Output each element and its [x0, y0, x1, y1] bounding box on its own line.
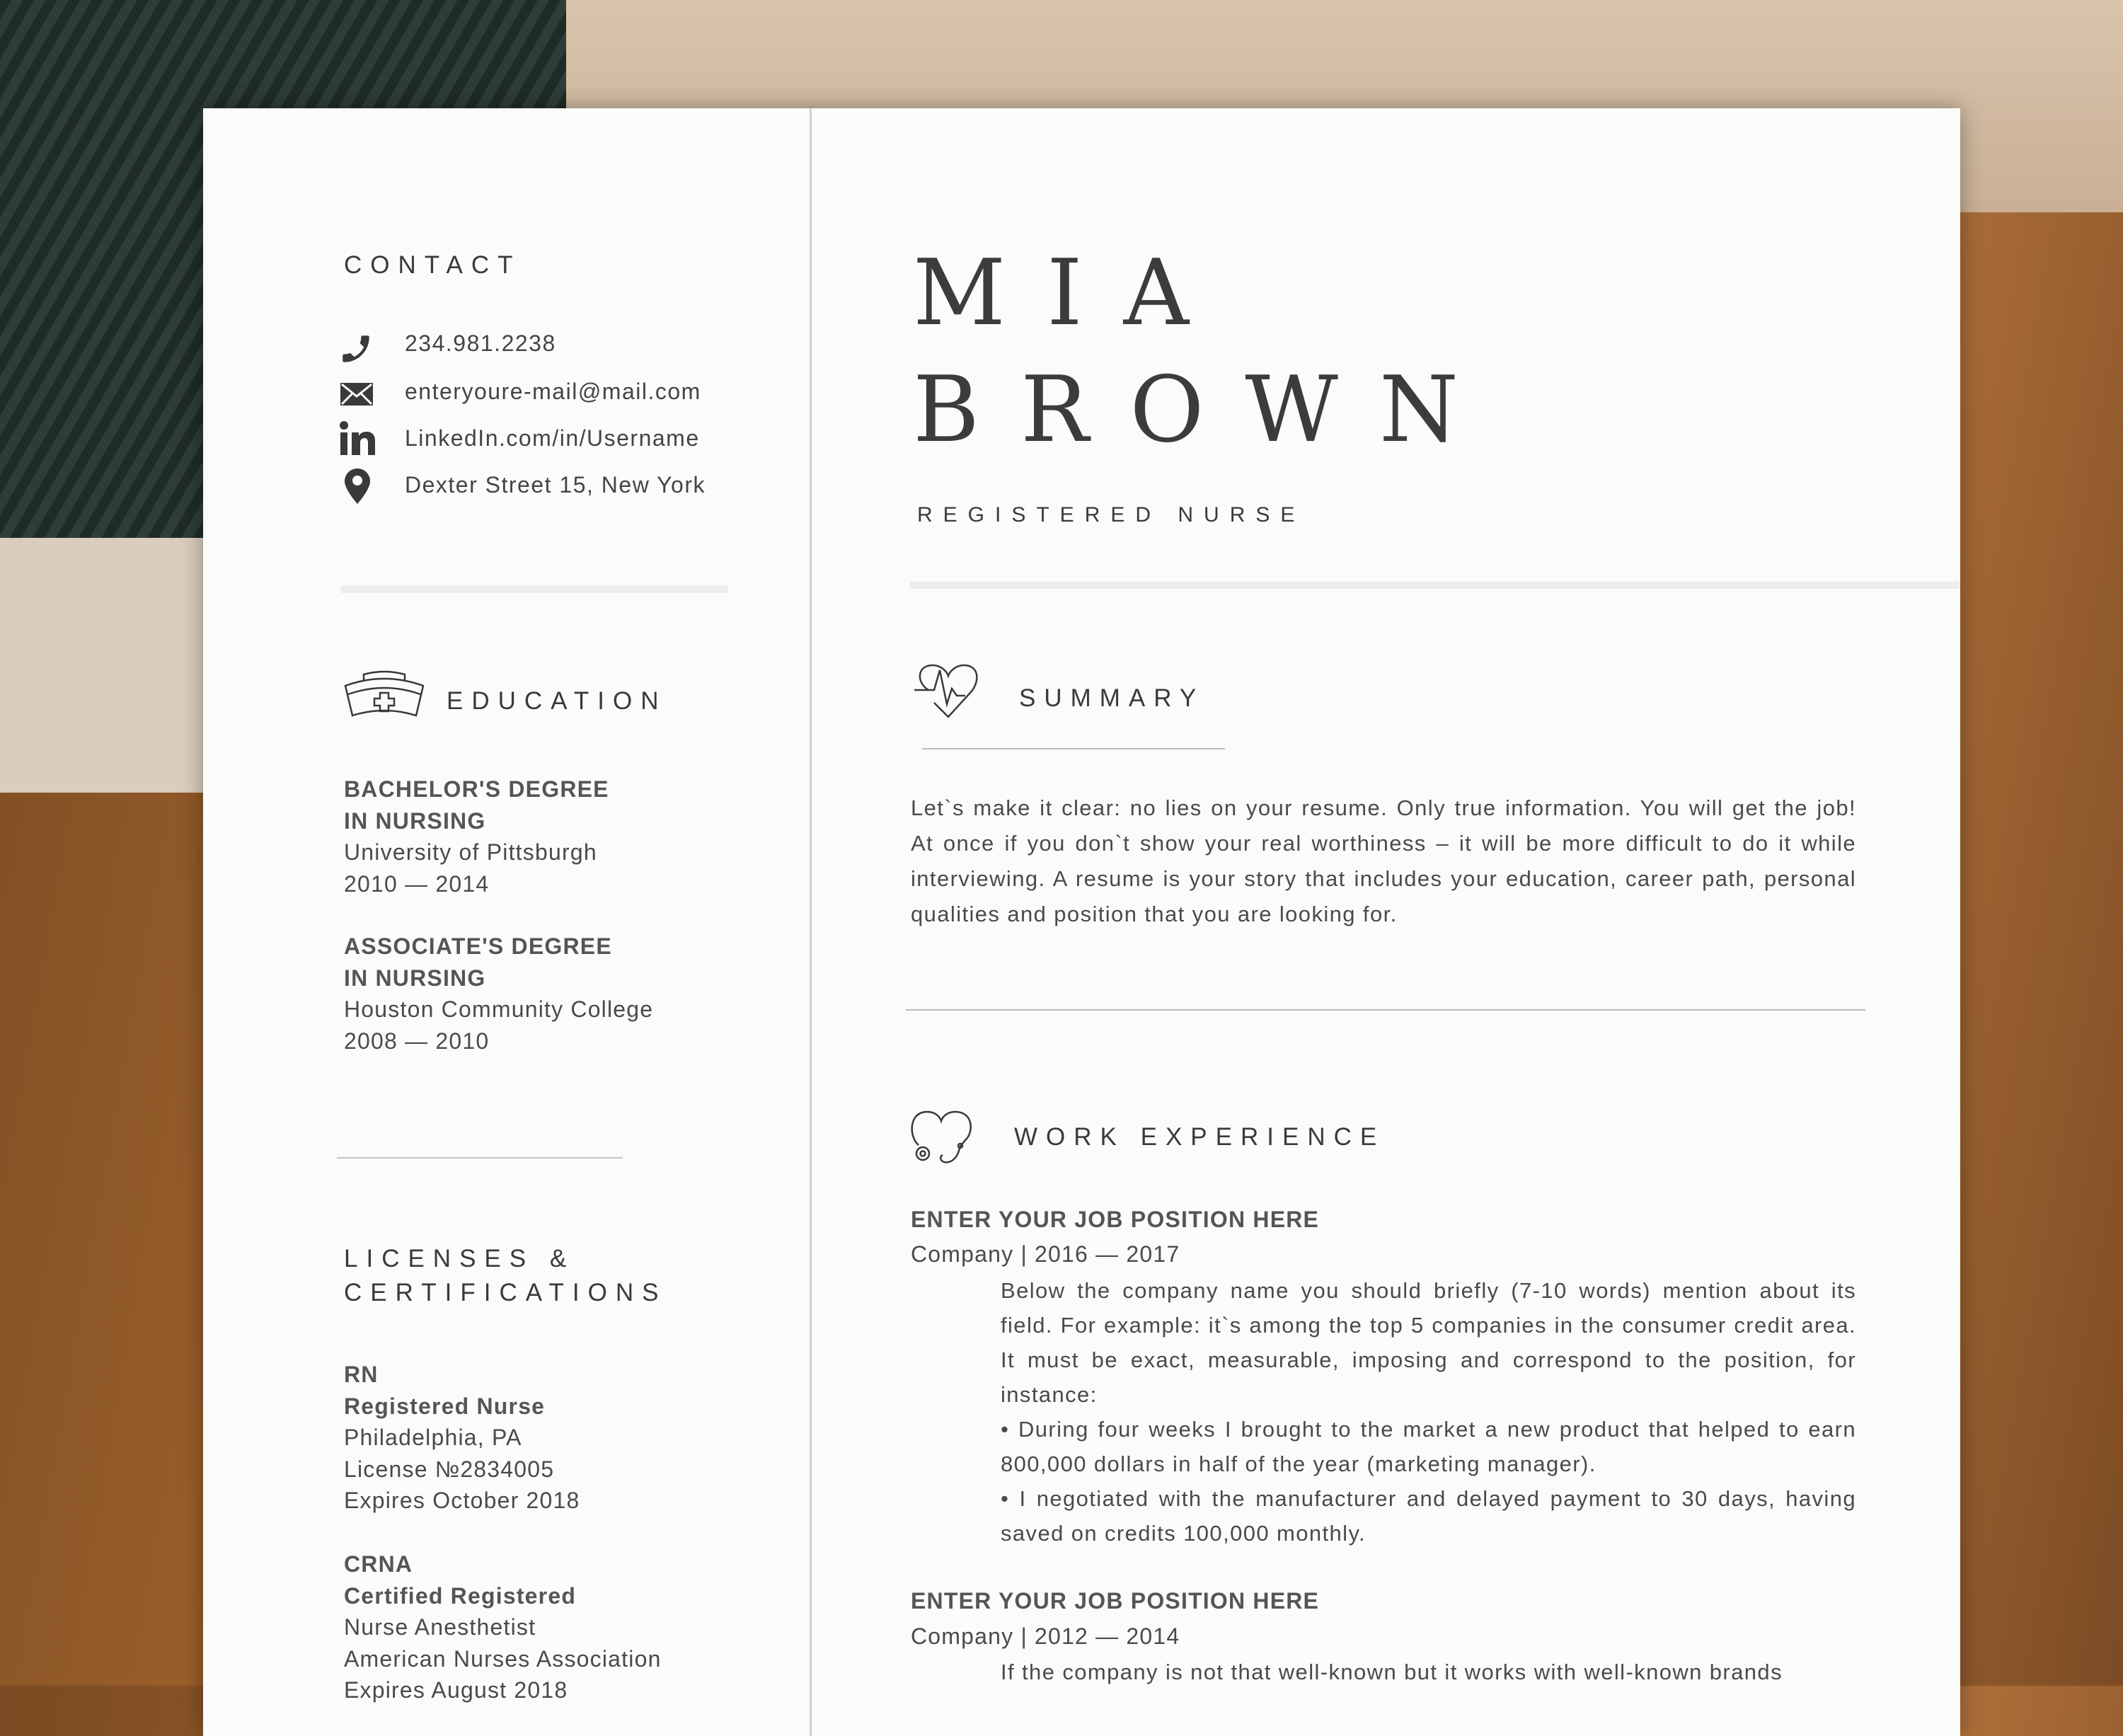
degree-field: IN NURSING [344, 807, 486, 834]
degree-field: IN NURSING [344, 965, 486, 991]
years: 2008 — 2010 [344, 1028, 490, 1054]
nurse-cap-icon [343, 669, 426, 720]
job-description-text: Below the company name you should briefly (7-10 words) mention about its field. For example: it`s among the top 5 companies in the consumer credit area. It must be exact, measurable, imposing and correspond to the position, for instance: [1001, 1278, 1856, 1407]
licenses-heading [344, 1242, 667, 1310]
work-experience-heading: WORK EXPERIENCE [1014, 1123, 1386, 1151]
license-code: CRNA [344, 1551, 413, 1577]
license-title: Registered Nurse [344, 1393, 546, 1419]
summary-text: Let`s make it clear: no lies on your resume. Only true information. You will get the job! At once if you don`t show your real worthiness – it will be more difficult to do it while interviewing. A resume is your story that includes your education, career path, personal qualities and position that you are looking for. [911, 795, 1856, 926]
job-position: ENTER YOUR JOB POSITION HERE [911, 1588, 1320, 1614]
phone-icon [338, 331, 374, 367]
license-detail: Philadelphia, PA [344, 1425, 522, 1451]
contact-linkedin[interactable]: LinkedIn.com/in/Username [405, 425, 700, 451]
mail-icon [340, 382, 374, 406]
background-light [0, 538, 212, 793]
section-bar [910, 582, 1960, 589]
license-detail: Expires August 2018 [344, 1677, 568, 1703]
job-description [1001, 1273, 1856, 1551]
license-title: Certified Registered [344, 1582, 577, 1609]
job-description: If the company is not that well-known but it works with well-known brands [1001, 1660, 1783, 1684]
job-bullet: • I negotiated with the manufacturer and delayed payment to 30 days, having saved on credits 100,000 monthly. [1001, 1486, 1856, 1546]
education-item [344, 931, 653, 1057]
last-name: BROWN [913, 357, 1500, 463]
license-item [344, 1359, 580, 1517]
licenses-heading-line: CERTIFICATIONS [344, 1279, 667, 1306]
license-code: RN [344, 1362, 379, 1387]
contact-address: Dexter Street 15, New York [405, 472, 706, 498]
section-bar [341, 586, 728, 593]
licenses-heading-line: LICENSES & [344, 1245, 575, 1272]
license-detail: American Nurses Association [344, 1645, 662, 1672]
heartbeat-icon [913, 662, 984, 725]
location-pin-icon [345, 469, 370, 504]
divider [906, 1009, 1865, 1011]
contact-phone[interactable]: 234.981.2238 [405, 330, 556, 356]
contact-email[interactable]: enteryoure-mail@mail.com [405, 379, 701, 404]
heading-underline [922, 748, 1225, 749]
school: University of Pittsburgh [344, 839, 597, 866]
years: 2010 — 2014 [344, 870, 490, 897]
education-heading: EDUCATION [447, 687, 667, 715]
degree: ASSOCIATE'S DEGREE [344, 933, 612, 959]
education-item [344, 774, 609, 899]
stethoscope-heart-icon [909, 1108, 974, 1166]
linkedin-icon [339, 421, 376, 455]
license-detail: License №2834005 [344, 1456, 555, 1482]
column-divider [810, 108, 812, 1736]
school: Houston Community College [344, 996, 654, 1023]
divider [337, 1157, 623, 1159]
license-item [344, 1548, 662, 1706]
job-company: Company | 2016 — 2017 [911, 1241, 1180, 1267]
job-bullet: • During four weeks I brought to the market a new product that helped to earn 800,000 dollars in half of the year (marketing manager). [1001, 1417, 1856, 1476]
first-name: MIA [913, 241, 1231, 346]
summary-heading: SUMMARY [1019, 684, 1205, 712]
license-detail: Nurse Anesthetist [344, 1614, 536, 1640]
job-title: REGISTERED NURSE [917, 503, 1306, 527]
degree: BACHELOR'S DEGREE [344, 776, 609, 802]
job-company: Company | 2012 — 2014 [911, 1623, 1180, 1649]
license-detail: Expires October 2018 [344, 1488, 580, 1514]
job-position: ENTER YOUR JOB POSITION HERE [911, 1207, 1320, 1232]
contact-heading: CONTACT [344, 251, 522, 279]
